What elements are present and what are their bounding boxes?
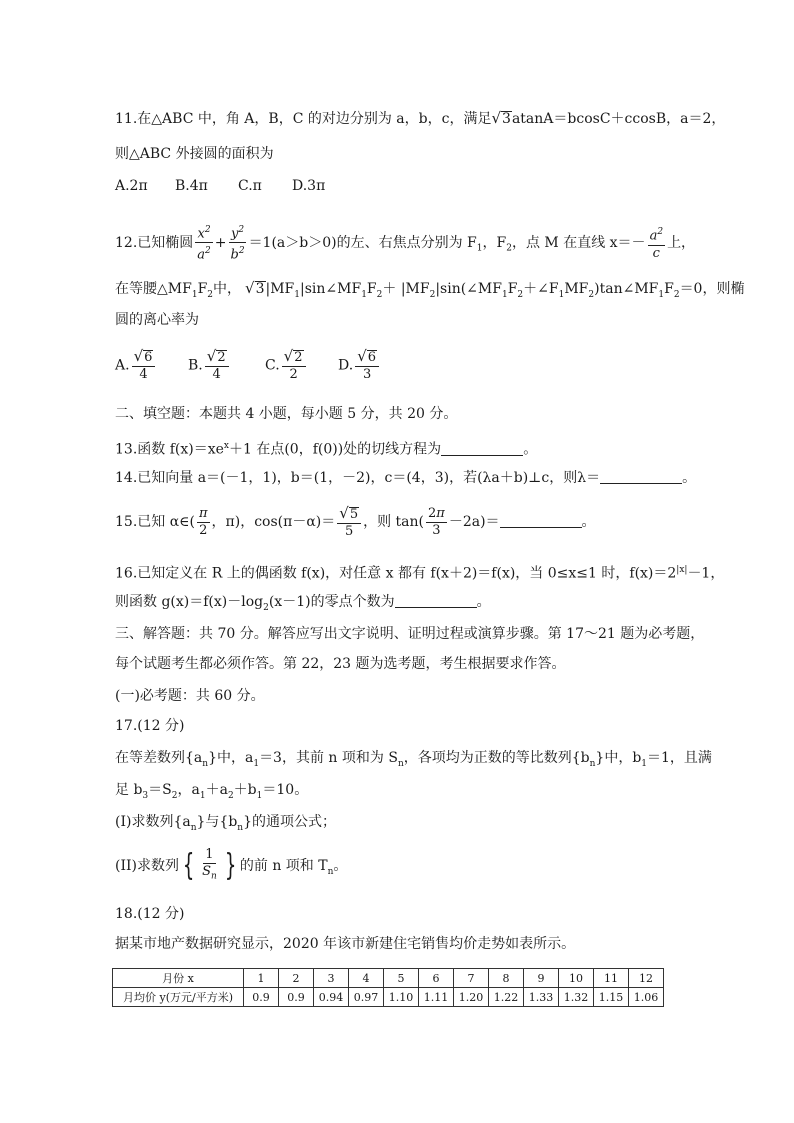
- q12-opt-c-num: 2: [294, 350, 303, 365]
- q17-l2e: ＋b: [233, 782, 257, 798]
- q13: [115, 436, 537, 460]
- q15: [115, 502, 596, 542]
- table-cell: 0.97: [349, 988, 384, 1007]
- q15-c: －2a)＝: [448, 514, 500, 530]
- q12-l2b: 中，: [213, 281, 242, 297]
- table-cell: 0.9: [279, 988, 314, 1007]
- table-cell: 1.11: [419, 988, 454, 1007]
- q12-option-d: [338, 348, 381, 383]
- q17-line1: 在等差数列$\{a_n\}$中，$a_1=3$，其前 n 项和为 $S_n$，各项均为正数的等比数列$\{b_n\}$中，$b_1=1$，且满: [115, 750, 712, 769]
- q17-l3c: }的通项公式；: [243, 814, 337, 830]
- table-cell: 1.20: [454, 988, 489, 1007]
- table-cell: 6: [419, 969, 454, 988]
- table-cell: 2: [279, 969, 314, 988]
- q12-opt-d-den: 3: [362, 367, 372, 382]
- table-cell: 3: [314, 969, 349, 988]
- table-cell: 11: [594, 969, 629, 988]
- table-cell: 0.94: [314, 988, 349, 1007]
- table-cell: 1.06: [629, 988, 664, 1007]
- q14-end: 。: [682, 470, 697, 486]
- q12-opt-a-num: 6: [144, 350, 153, 365]
- q17-l4c: 。: [333, 858, 348, 874]
- q17-l1d: ，各项均为正数的等比数列{b: [403, 750, 590, 766]
- q14: [115, 468, 696, 488]
- q12-frac-a2c: $\frac{a^2}{c}$: [648, 224, 666, 261]
- q11-sqrt: 3: [502, 111, 511, 127]
- table-row-price: [113, 988, 664, 1007]
- q17-frac-1-over-sn: $\frac{1}{S_n}$: [202, 847, 217, 882]
- q12-option-a: [115, 348, 157, 383]
- q12-line1: 12.已知椭圆 $\frac{x^2}{a^2}$ + $\frac{y^2}{b^2}$ ＝1(a＞b＞0)的左、右焦点分别为 $F_1$，$F_2$，点 M 在直线 x＝－ $\frac{a^2}{c}$ 上，: [115, 222, 695, 267]
- q12-opt-c-frac: $\frac{√2}{2}$: [282, 348, 306, 383]
- table-header-month: 月份 x: [113, 969, 244, 988]
- q12-opt-c-label: C.: [265, 357, 280, 374]
- q17-l3b: }与{b: [196, 814, 238, 830]
- q18-heading: 18.(12 分): [115, 906, 185, 922]
- q12-opt-a-frac: $\frac{√6}{4}$: [132, 348, 156, 383]
- q11-option-c: C.π: [238, 178, 262, 194]
- q11-line2: 则△ABC 外接圆的面积为: [115, 146, 274, 162]
- q16-line1: [115, 560, 724, 584]
- table-row-month: [113, 969, 664, 988]
- table-cell: 10: [559, 969, 594, 988]
- q12-opt-c-den: 2: [289, 367, 298, 382]
- q12-opt-b-label: B.: [188, 357, 203, 374]
- q17-l1b: }中，a: [208, 750, 254, 766]
- q15-pre: 15.已知 α∈(: [115, 514, 195, 530]
- section-2-heading: 二、填空题：本题共 4 小题，每小题 5 分，共 20 分。: [115, 406, 458, 422]
- q16-line2: 则函数 $g(x)=f(x)-\log_2(x-1)$的零点个数为 。: [115, 594, 491, 613]
- q17-l3a: (I)求数列{a: [115, 814, 191, 830]
- q12-opt-d-num: 6: [367, 350, 377, 365]
- q15-a: ，π)，cos(π－α)＝: [211, 514, 336, 530]
- q12-eq-tail: ＝1(a＞b＞0)的左、右焦点分别为 F: [248, 234, 477, 251]
- table-cell: 1.22: [489, 988, 524, 1007]
- q15-end: 。: [581, 514, 596, 530]
- q12-l2c: |MF: [265, 281, 295, 297]
- q15-frac-2pi3: $\frac{2\pi}{3}$: [428, 505, 445, 538]
- q14-answer-blank: [600, 469, 682, 484]
- q12-opt-a-den: 4: [139, 367, 148, 382]
- q12-l2f: |sin(∠MF: [435, 281, 502, 297]
- q12-l2d: |sin∠MF: [300, 281, 362, 297]
- q11-line1: 11.在△ABC 中，角 A，B，C 的对边分别为 a，b，c，满足√3atanA＝bcosC＋ccosB，a＝2，: [115, 109, 726, 127]
- q17-part2: (II)求数列 { $\frac{1}{S_n}$ } 的前 n 项和 $T_n$。: [115, 847, 348, 883]
- table-cell: 1.15: [594, 988, 629, 1007]
- table-cell: 1.32: [559, 988, 594, 1007]
- q12-l2e: ＋ |MF: [382, 281, 430, 297]
- q12-option-c: [265, 348, 308, 383]
- q11-option-d: D.3π: [292, 178, 326, 194]
- q15-answer-blank: [500, 513, 582, 528]
- q12-opt-b-frac: $\frac{√2}{4}$: [205, 348, 229, 383]
- q17-line2: 足 $b_3=S_2$，$a_1+a_2+b_1=10$。: [115, 782, 309, 801]
- q17-l2d: ＋a: [205, 782, 228, 798]
- q12-l2g: ＋∠F: [523, 281, 559, 297]
- q12-opt-a-label: A.: [115, 357, 130, 374]
- q12-line3: 圆的离心率为: [115, 312, 199, 328]
- table-cell: 8: [489, 969, 524, 988]
- q12-end: 上，: [667, 234, 696, 251]
- table-cell: 1.33: [524, 988, 559, 1007]
- q12-opt-d-label: D.: [338, 357, 354, 374]
- q11-text: 11.在△ABC 中，角 A，B，C 的对边分别为 a，b，c，满足: [115, 111, 492, 127]
- q17-l1e: }中，b: [595, 750, 642, 766]
- q12-opt-b-num: 2: [217, 350, 226, 365]
- q15-frac-sqrt5: $\frac{√5}{5}$: [337, 505, 361, 540]
- q16-answer-blank: [395, 593, 477, 608]
- q12-opt-b-den: 4: [212, 367, 221, 382]
- q14-pre: 14.已知向量 a＝(－1，1)，b＝(1，－2)，c＝(4，3)，若(λa＋b)⊥c，则λ＝: [115, 470, 601, 486]
- q12-l2i: ＝0，则椭: [679, 281, 745, 297]
- q12-option-b: [188, 348, 231, 383]
- q12-frac-x: $\frac{x^2}{a^2}$: [195, 222, 213, 264]
- table-cell: 7: [454, 969, 489, 988]
- q12-l2a: 在等腰△MF: [115, 281, 192, 297]
- q16-end: 。: [476, 594, 491, 610]
- table-cell: 5: [384, 969, 419, 988]
- q13-sup: x: [223, 441, 229, 451]
- price-table: [112, 968, 664, 1007]
- q17-l2f: ＝10。: [262, 782, 309, 798]
- q18-description: 据某市地产数据研究显示，2020 年该市新建住宅销售均价走势如表所示。: [115, 936, 576, 952]
- q12-line2: 在等腰$\triangle MF_1F_2$中， $√3|MF_1|\sin\angle MF_1F_2+$ $|MF_2|\sin(\angle MF_1F_2+\angle F_1MF_2)\tan\angle MF_1F_2=0$，则椭: [115, 279, 745, 300]
- q17-l4b: 的前 n 项和 T: [239, 858, 328, 874]
- q16-l2-post: (x－1)的零点个数为: [268, 594, 395, 610]
- required-heading: (一)必考题：共 60 分。: [115, 688, 265, 704]
- q15-frac-pi2: $\frac{\pi}{2}$: [199, 505, 208, 538]
- q17-l2c: ，a: [177, 782, 200, 798]
- q16-l2-pre: 则函数 g(x)＝f(x)－log: [115, 594, 264, 610]
- section-3-heading-line1: 三、解答题：共 70 分。解答应写出文字说明、证明过程或演算步骤。第 17～21 题为必考题，: [115, 626, 705, 642]
- q11-option-b: B.4π: [175, 178, 208, 194]
- q11-option-a: A.2π: [115, 178, 148, 194]
- q12-opt-d-frac: $\frac{√6}{3}$: [355, 348, 379, 383]
- q12-l2h: )tan∠MF: [594, 281, 659, 297]
- table-cell: 1.10: [384, 988, 419, 1007]
- table-cell: 1: [244, 969, 279, 988]
- q12-mid: ，点 M 在直线 x＝－: [511, 234, 646, 251]
- q13-end: 。: [523, 441, 538, 458]
- q17-l1f: ＝1，且满: [647, 750, 712, 766]
- q17-l2a: 足 b: [115, 782, 143, 798]
- q17-l1a: 在等差数列{a: [115, 750, 203, 766]
- table-header-price: 月均价 y(万元/平方米): [113, 988, 244, 1007]
- q17-part1: (I)求数列$\{a_n\}$与$\{b_n\}$的通项公式；: [115, 814, 337, 833]
- q16-sup: |x|: [676, 565, 688, 575]
- q13-pre: 13.函数 f(x)＝xe: [115, 441, 224, 458]
- q16-l1-end: －1，: [687, 565, 725, 582]
- table-cell: 4: [349, 969, 384, 988]
- table-cell: 0.9: [244, 988, 279, 1007]
- q16-l1: 16.已知定义在 R 上的偶函数 f(x)，对任意 x 都有 f(x＋2)＝f(x)，当 0≤x≤1 时，f(x)＝2: [115, 565, 677, 582]
- q11-text-post: atanA＝bcosC＋ccosB，a＝2，: [511, 111, 726, 127]
- q12-frac-y: $\frac{y^2}{b^2}$: [229, 222, 247, 264]
- q12-pre: 12.已知椭圆: [115, 234, 194, 251]
- q17-l1c: ＝3，其前 n 项和为 S: [259, 750, 398, 766]
- q13-answer-blank: [441, 441, 523, 456]
- q17-l4a: (II)求数列: [115, 858, 179, 874]
- table-cell: 9: [524, 969, 559, 988]
- table-cell: 12: [629, 969, 664, 988]
- q13-post: ＋1 在点(0，f(0))处的切线方程为: [228, 441, 442, 458]
- q17-l2b: ＝S: [148, 782, 172, 798]
- q17-heading: 17.(12 分): [115, 718, 185, 734]
- q15-b: ，则 tan(: [363, 514, 424, 530]
- section-3-heading-line2: 每个试题考生都必须作答。第 22，23 题为选考题，考生根据要求作答。: [115, 656, 566, 672]
